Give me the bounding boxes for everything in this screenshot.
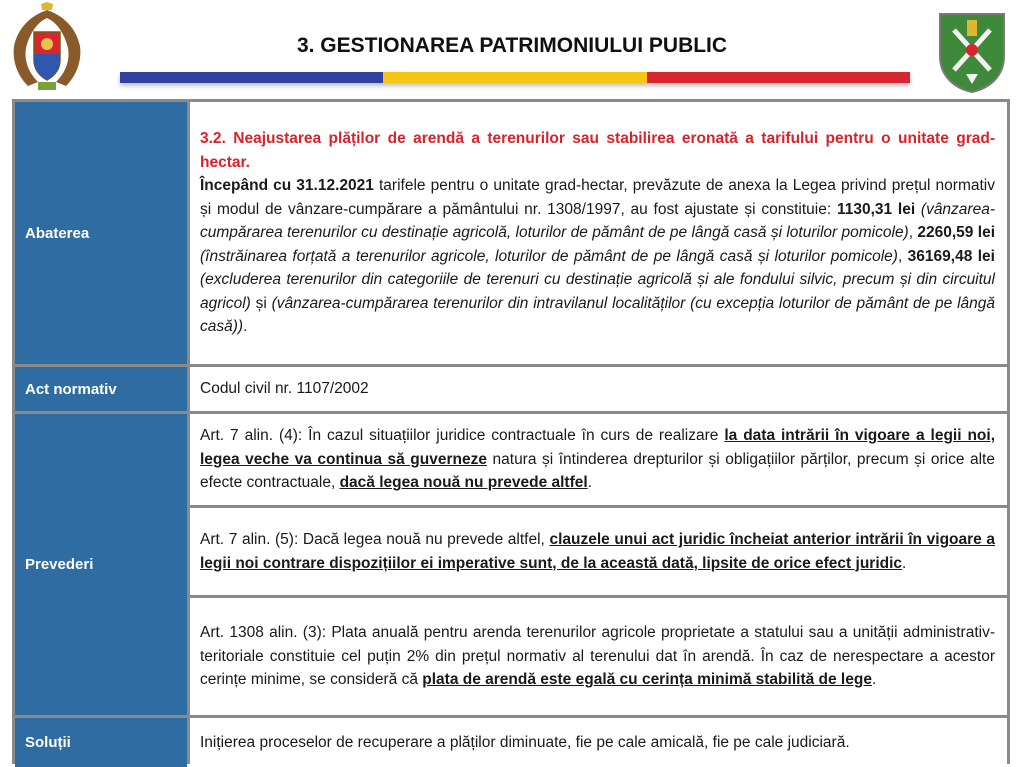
tricolor-stripe: [120, 72, 910, 83]
abaterea-body: Începând cu 31.12.2021 tarifele pentru o unitate grad-hectar, prevăzute de anexa la Legea privind prețul normativ și modul de vânzare-cumpărare a pământului nr. 1308/1997, au fost ajustate și constituie: 1130,31 lei (vânzarea-cumpărarea terenurilor cu destinație agricolă, loturilor de pământ de pe lângă casă și loturilor pomicole), 2260,59 lei (înstrăinarea forțată a terenurilor agricole, loturilor de pământ de pe lângă casă și loturilor pomicole), 36169,48 lei (excluderea terenurilor din categoriile de terenuri cu destinație agricolă și ale fondului silvic, precum și din circuitul agricol) și (vânzarea-cumpărarea terenurilor din intravilanul localităților (cu excepția loturilor de pământ de pe lângă casă)).: [200, 177, 995, 336]
prevederi-cell-1: [190, 414, 1007, 505]
prevederi-art1308-3: Art. 1308 alin. (3): Plata anuală pentru arenda terenurilor agricole proprietate a statului sau a unității administrativ-teritoriale constituie cel puțin 2% din prețul normativ al terenului dat în arendă. În caz de nerespectare a acestor cerințe minime, se consideră că plata de arendă este egală cu cerința minimă stabilită de lege.: [200, 624, 995, 689]
row-label-solutii: Soluții: [15, 718, 187, 767]
solutii-text: Inițierea proceselor de recuperare a plăților diminuate, fie pe cale amicală, fie pe cale judiciară.: [200, 733, 850, 751]
row-label-abaterea: Abaterea: [15, 102, 187, 364]
page-title: 3. GESTIONAREA PATRIMONIULUI PUBLIC: [296, 34, 728, 57]
abaterea-heading: 3.2. Neajustarea plăților de arendă a terenurilor sau stabilirea eronată a tarifului pentru o unitate grad-hectar.: [200, 130, 995, 171]
abaterea-cell: [190, 102, 1007, 364]
content-table: [12, 99, 1010, 764]
prevederi-art7-4: Art. 7 alin. (4): În cazul situațiilor juridice contractuale în curs de realizare la data intrării în vigoare a legii noi, legea veche va continua să guverneze natura și întinderea drepturilor și obligațiilor părților, precum și orice alte efecte contractuale, dacă legea nouă nu prevede altfel.: [200, 427, 996, 492]
row-label-act-normativ: Act normativ: [15, 367, 187, 411]
prevederi-art7-5: Art. 7 alin. (5): Dacă legea nouă nu prevede altfel, clauzele unui act juridic încheiat anterior intrării în vigoare a legii noi contrare dispozițiilor ei imperative sunt, de la această dată, lipsite de orice efect juridic.: [200, 531, 996, 572]
act-normativ-cell: [190, 367, 1007, 411]
act-normativ-text: Codul civil nr. 1107/2002: [200, 380, 369, 398]
solutii-cell: [190, 718, 1007, 767]
prevederi-cell-2: [190, 508, 1007, 595]
row-label-prevederi: Prevederi: [15, 414, 187, 715]
prevederi-cell-3: [190, 598, 1007, 715]
